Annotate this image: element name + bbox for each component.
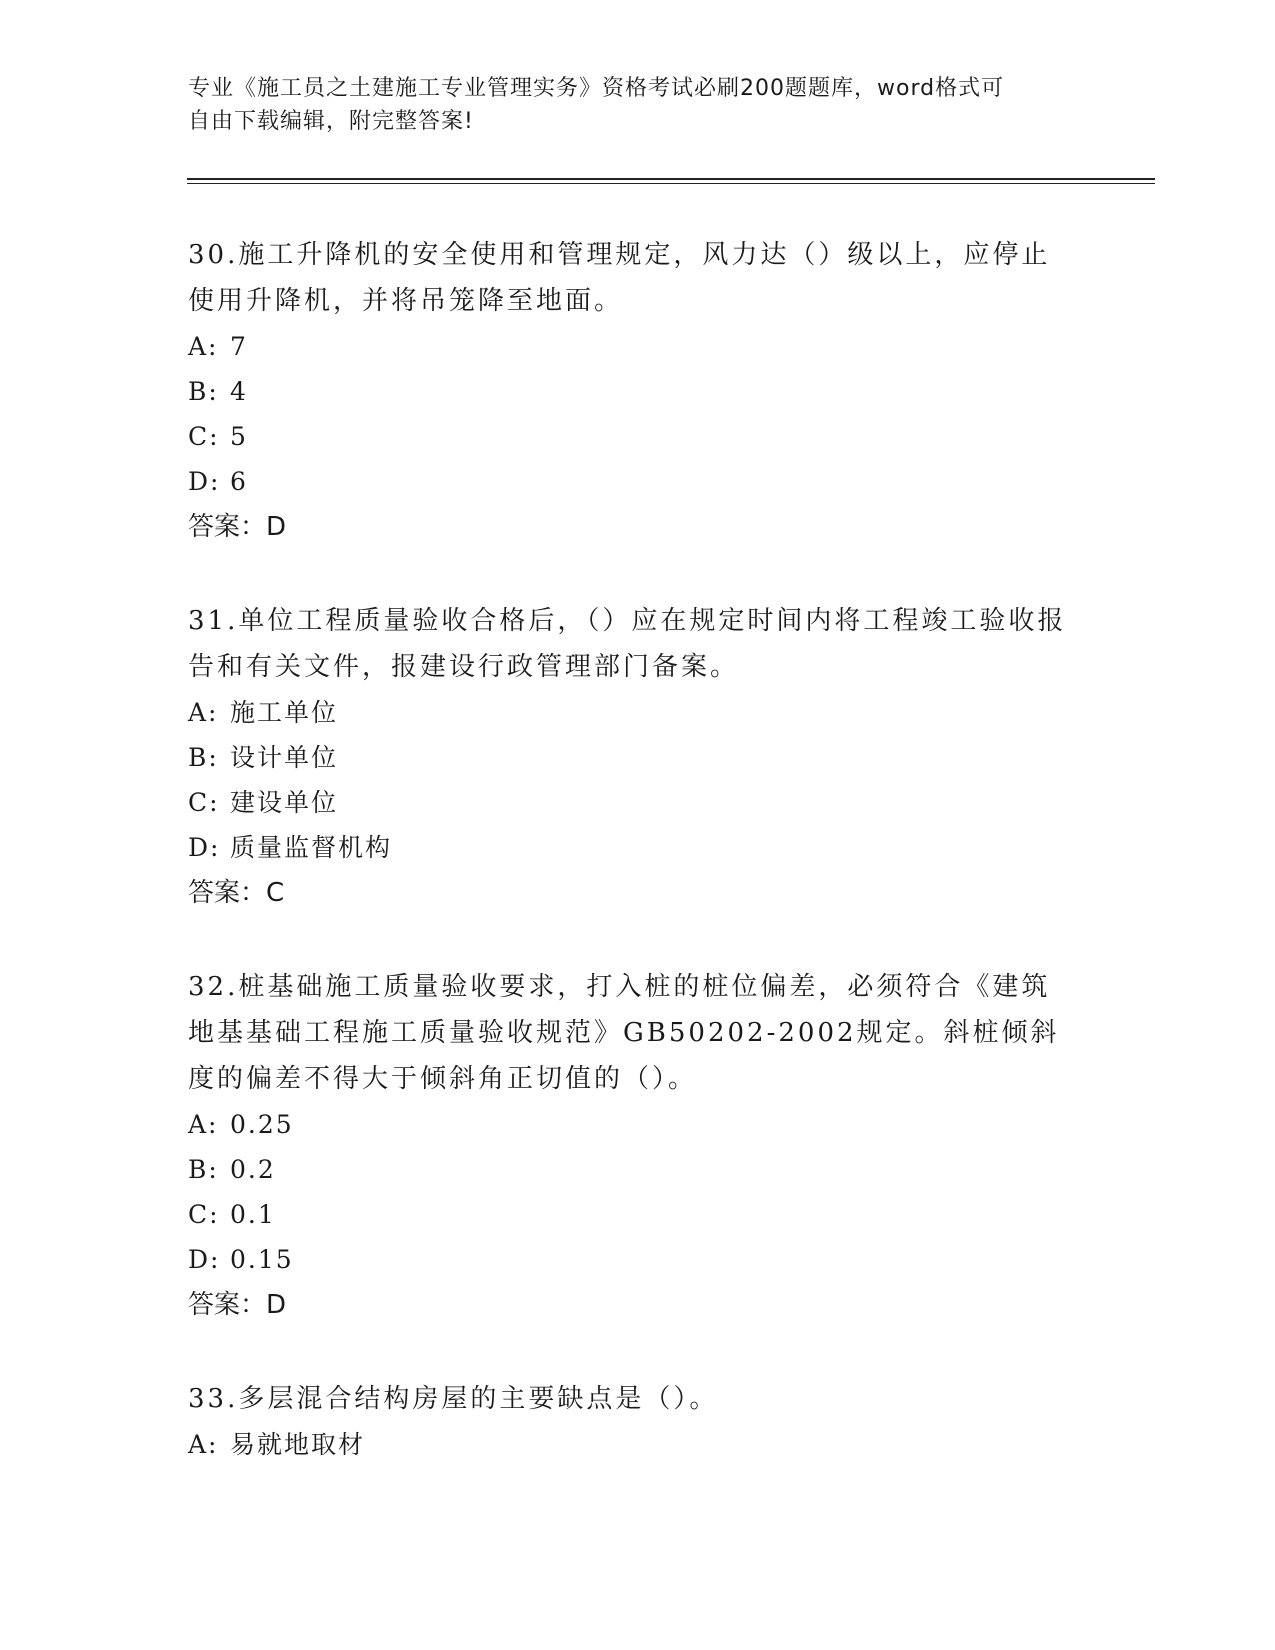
option-key: A:: [188, 1430, 219, 1459]
option-key: A:: [188, 332, 219, 361]
option-text: 5: [230, 422, 248, 451]
option-text: 质量监督机构: [230, 833, 393, 862]
question-32: [188, 964, 1078, 1328]
option-c: [188, 780, 1078, 825]
option-a: [188, 690, 1078, 735]
answer-line: 答案：D: [188, 1290, 287, 1320]
option-text: 7: [230, 332, 248, 361]
option-a: [188, 1102, 1078, 1147]
option-text: 0.25: [230, 1110, 294, 1139]
question-31: [188, 598, 1078, 916]
option-text: 设计单位: [230, 743, 339, 772]
option-key: A:: [188, 1110, 219, 1139]
option-a: [188, 324, 1078, 369]
header-divider: [187, 178, 1155, 184]
option-key: C:: [188, 1200, 220, 1229]
option-c: [188, 1192, 1078, 1237]
option-text: 易就地取材: [230, 1430, 366, 1459]
option-key: A:: [188, 698, 219, 727]
answer-line: 答案：C: [188, 878, 285, 908]
question-stem: 32.桩基础施工质量验收要求，打入桩的桩位偏差，必须符合《建筑地基基础工程施工质量验收规范》GB50202-2002规定。斜桩倾斜度的偏差不得大于倾斜角正切值的（）。: [188, 972, 1060, 1094]
option-a: [188, 1422, 1078, 1467]
option-text: 0.15: [230, 1245, 294, 1274]
option-key: B:: [188, 1155, 219, 1184]
option-text: 0.1: [230, 1200, 276, 1229]
question-list: [188, 232, 1078, 1515]
option-d: [188, 1237, 1078, 1282]
option-key: D:: [188, 833, 221, 862]
answer-line: 答案：D: [188, 512, 287, 542]
option-c: [188, 414, 1078, 459]
question-33: [188, 1376, 1078, 1467]
option-b: [188, 1147, 1078, 1192]
option-d: [188, 825, 1078, 870]
document-header: [188, 72, 1078, 138]
question-stem: 33.多层混合结构房屋的主要缺点是（）。: [188, 1384, 719, 1414]
option-key: D:: [188, 467, 221, 496]
question-30: [188, 232, 1078, 550]
option-key: D:: [188, 1245, 221, 1274]
option-text: 施工单位: [230, 698, 339, 727]
option-text: 建设单位: [230, 788, 339, 817]
option-text: 4: [230, 377, 248, 406]
header-line-2: 自由下载编辑，附完整答案!: [188, 109, 474, 134]
option-b: [188, 735, 1078, 780]
option-text: 0.2: [230, 1155, 276, 1184]
option-key: C:: [188, 422, 220, 451]
header-line-1: 专业《施工员之土建施工专业管理实务》资格考试必刷200题题库，word格式可: [188, 76, 1005, 101]
option-key: B:: [188, 743, 219, 772]
option-text: 6: [230, 467, 248, 496]
question-stem: 30.施工升降机的安全使用和管理规定，风力达（）级以上，应停止使用升降机，并将吊笼降至地面。: [188, 240, 1051, 316]
question-stem: 31.单位工程质量验收合格后，（）应在规定时间内将工程竣工验收报告和有关文件，报建设行政管理部门备案。: [188, 606, 1067, 682]
option-key: B:: [188, 377, 219, 406]
option-key: C:: [188, 788, 220, 817]
option-b: [188, 369, 1078, 414]
option-d: [188, 459, 1078, 504]
